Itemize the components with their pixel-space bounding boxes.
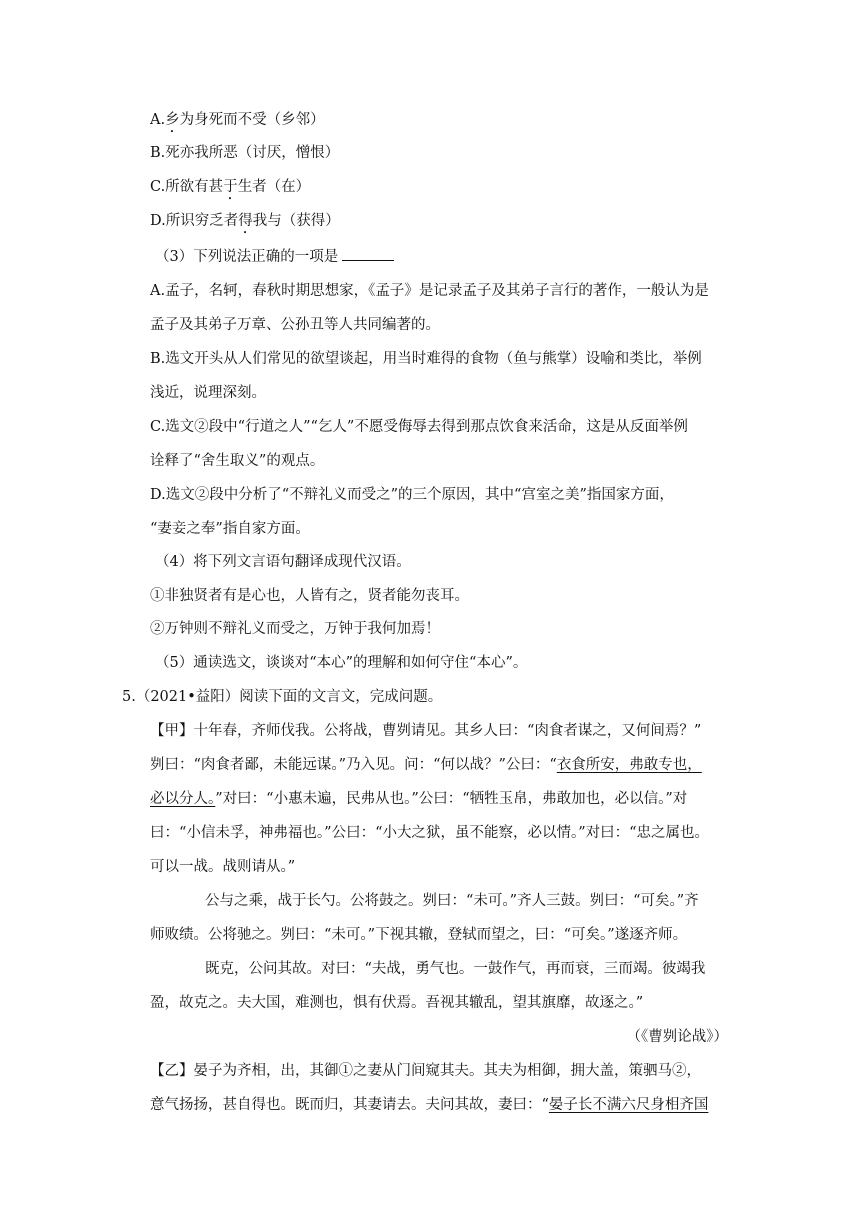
s3-option-c-line1: C.选文②段中“行道之人”“乞人”不愿受侮辱去得到那点饮食来活命，这是从反面举例 [150, 419, 688, 435]
passage-jia-line5: 可以一战。战则请从。” [150, 859, 296, 875]
passage-para3-line2: 盈，故克之。夫大国，难测也，惧有伏焉。吾视其辙乱，望其旗靡，故逐之。” [150, 995, 644, 1011]
subquestion-4: （4）将下列文言语句翻译成现代汉语。 [155, 554, 411, 570]
translate-item-1: ①非独贤者有是心也，人皆有之，贤者能勿丧耳。 [150, 588, 469, 604]
s3-option-b-line2: 浅近，说理深刻。 [150, 385, 266, 401]
emphasis-char: 得 [238, 213, 253, 229]
emphasis-char: 于 [223, 179, 238, 195]
s3-option-d-line2: “妻妾之奉”指自家方面。 [150, 521, 310, 537]
option-d: D.所识穷乏者得我与（获得） [150, 213, 340, 229]
s3-option-d-line1: D.选文②段中分析了“不辩礼义而受之”的三个原因，其中“宫室之美”指国家方面， [150, 487, 674, 503]
s3-option-a-line1: A.孟子，名轲，春秋时期思想家，《孟子》是记录孟子及其弟子言行的著作，一般认为是 [150, 283, 709, 299]
s3-option-a-line2: 孟子及其弟子万章、公孙丑等人共同编著的。 [150, 317, 440, 333]
answer-blank[interactable] [342, 246, 394, 261]
emphasis-char: 乡 [165, 112, 180, 128]
passage-jia-line1: 【甲】十年春，齐师伐我。公将战，曹刿请见。其乡人曰：“肉食者谋之，又何间焉？” [150, 723, 702, 739]
underlined-sentence: 衣食所安，弗敢专也， [556, 757, 702, 773]
translate-item-2: ②万钟则不辩礼义而受之，万钟于我何加焉！ [150, 621, 440, 637]
passage-jia-line2: 刿曰：“肉食者鄙，未能远谋。”乃入见。问：“何以战？”公曰：“衣食所安，弗敢专也， [150, 757, 702, 773]
subquestion-5: （5）通读选文，谈谈对“本心”的理解和如何守住“本心”。 [155, 655, 528, 671]
passage-yi-line2: 意气扬扬，甚自得也。既而归，其妻请去。夫问其故，妻曰：“晏子长不满六尺身相齐国 [150, 1097, 709, 1113]
question-5-heading: 5.（2021•益阳）阅读下面的文言文，完成问题。 [122, 689, 443, 705]
passage-para2-line1: 公与之乘，战于长勺。公将鼓之。刿曰：“未可。”齐人三鼓。刿曰：“可矣。”齐 [205, 893, 699, 909]
passage-source: （《曹刿论战》） [626, 1029, 728, 1045]
option-b: B.死亦我所恶（讨厌，憎恨） [150, 145, 340, 161]
option-a: A.乡为身死而不受（乡邻） [150, 112, 325, 128]
passage-para2-line2: 师败绩。公将驰之。刿曰：“未可。”下视其辙，登轼而望之，曰：“可矣。”遂逐齐师。 [150, 927, 688, 943]
passage-jia-line3: 必以分人。”对曰：“小惠未遍，民弗从也。”公曰：“牺牲玉帛，弗敢加也，必以信。”对 [150, 791, 688, 807]
underlined-sentence: 晏子长不满六尺身相齐国 [548, 1097, 709, 1113]
s3-option-c-line2: 诠释了“舍生取义”的观点。 [150, 453, 325, 469]
passage-yi-line1: 【乙】晏子为齐相，出，其御①之妻从门间窥其夫。其夫为相御，拥大盖，策驷马②， [150, 1063, 701, 1079]
passage-jia-line4: 曰：“小信未孚，神弗福也。”公曰：“小大之狱，虽不能察，必以情。”对曰：“忠之属也。 [150, 825, 710, 841]
s3-option-b-line1: B.选文开头从人们常见的欲望谈起，用当时难得的食物（鱼与熊掌）设喻和类比，举例 [150, 351, 702, 367]
option-c: C.所欲有甚于生者（在） [150, 179, 311, 195]
underlined-sentence: 必以分人。 [150, 791, 216, 807]
passage-para3-line1: 既克，公问其故。对曰：“夫战，勇气也。一鼓作气，再而衰，三而竭。彼竭我 [205, 961, 706, 977]
subquestion-3: （3）下列说法正确的一项是 [155, 246, 394, 267]
